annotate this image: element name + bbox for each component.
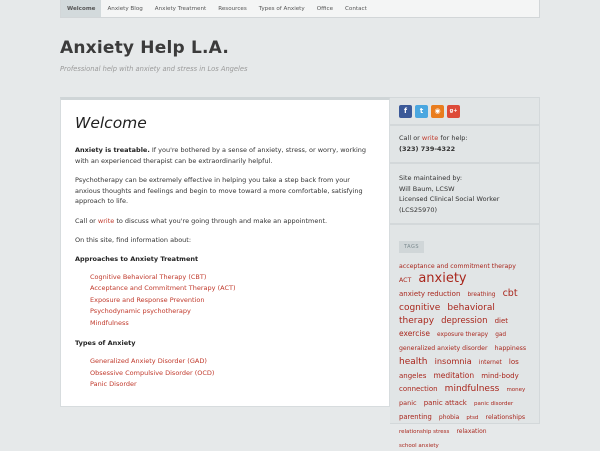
tag-link[interactable]: money (506, 387, 526, 393)
tag-link[interactable]: acceptance and commitment therapy (399, 263, 516, 270)
maintainer-name: Will Baum, LCSW (399, 184, 455, 193)
tag-link[interactable]: relationship stress (399, 429, 450, 435)
tag-link[interactable]: generalized anxiety disorder (399, 345, 488, 352)
tag-link[interactable]: diet (494, 317, 509, 325)
anxiety-type-link[interactable]: Generalized Anxiety Disorder (GAD) (90, 357, 207, 365)
maintainer-license: (LCS25970) (399, 205, 438, 214)
tag-link[interactable]: meditation (433, 371, 475, 380)
tag-link[interactable]: breathing (467, 292, 496, 298)
facebook-icon[interactable]: f (399, 105, 412, 118)
tag-link[interactable]: anxiety reduction (399, 290, 461, 298)
tag-link[interactable]: insomnia (434, 356, 472, 366)
nav-item-resources[interactable]: Resources (218, 5, 247, 12)
nav-item-anxiety-blog[interactable]: Anxiety Blog (107, 5, 143, 12)
tag-link[interactable]: parenting (399, 413, 432, 421)
tag-link[interactable]: behavioral (447, 303, 495, 313)
approaches-list (90, 272, 375, 330)
tag-link[interactable]: ptsd (466, 415, 479, 421)
tag-link[interactable]: relaxation (456, 428, 487, 435)
twitter-icon[interactable]: t (415, 105, 428, 118)
anxiety-type-link[interactable]: Obsessive Compulsive Disorder (OCD) (90, 368, 215, 377)
nav-item-welcome[interactable]: Welcome (61, 0, 101, 17)
approach-link[interactable]: Mindfulness (90, 318, 129, 327)
maintained-label: Site maintained by: (399, 174, 463, 182)
types-heading: Types of Anxiety (75, 339, 136, 347)
nav-item-office[interactable]: Office (316, 5, 334, 12)
google-plus-icon[interactable]: g+ (447, 105, 460, 118)
contact-post: for help: (438, 134, 468, 142)
tag-link[interactable]: mind-body (481, 372, 519, 380)
contact-pre: Call or (399, 134, 422, 142)
approaches-heading: Approaches to Anxiety Treatment (75, 254, 199, 263)
tag-link[interactable]: phobia (438, 414, 460, 421)
intro-text: If you're bothered by a sense of anxiety, stress, or worry, working with an experienced therapist can be extraordinarily helpful. (75, 146, 367, 165)
top-nav (60, 0, 540, 18)
site-title[interactable]: Anxiety Help L.A. (60, 38, 230, 58)
tag-link[interactable]: relationships (485, 414, 526, 421)
page-title: Welcome (75, 114, 147, 132)
types-list (90, 356, 375, 391)
anxiety-type-link[interactable]: Panic Disorder (90, 380, 137, 388)
call-pre: Call or (75, 216, 98, 225)
tag-link[interactable]: panic disorder (473, 401, 514, 407)
tag-link[interactable]: connection (399, 385, 438, 393)
contact-line (399, 133, 530, 144)
tag-link[interactable]: exercise (399, 329, 430, 338)
tag-link[interactable]: internet (478, 360, 502, 366)
social-icons (399, 104, 530, 118)
tag-cloud (399, 258, 530, 451)
tag-link[interactable]: angeles (399, 372, 427, 380)
contact-write-link[interactable]: write (421, 134, 439, 142)
approach-link[interactable]: Acceptance and Commitment Therapy (ACT) (90, 284, 236, 292)
tag-link[interactable]: therapy (399, 316, 435, 326)
tag-link[interactable]: health (399, 357, 428, 367)
nav-item-types-of-anxiety[interactable]: Types of Anxiety (258, 5, 305, 12)
intro-paragraph (75, 145, 375, 166)
nav-item-anxiety-treatment[interactable]: Anxiety Treatment (154, 5, 207, 12)
call-post: to discuss what you're going through and make an appointment. (114, 216, 328, 225)
tag-link[interactable]: anxiety (418, 271, 467, 286)
tags-box (390, 224, 540, 449)
tag-link[interactable]: mindfulness (444, 384, 500, 394)
contact-box (390, 125, 540, 163)
approach-link[interactable]: Cognitive Behavioral Therapy (CBT) (90, 272, 207, 281)
main-content (60, 97, 390, 407)
tag-link[interactable]: school anxiety (399, 443, 439, 449)
write-link[interactable]: write (97, 216, 115, 225)
psychotherapy-paragraph: Psychotherapy can be extremely effective in helping you take a step back from your anxious thoughts and feelings and begin to move toward a more comfortable, satisfying approach to life. (75, 176, 363, 205)
social-box (390, 97, 540, 125)
maintainer-title: Licensed Clinical Social Worker (399, 195, 500, 203)
tag-link[interactable]: ACT (399, 277, 412, 284)
phone-number[interactable]: (323) 739-4322 (399, 144, 456, 153)
tag-link[interactable]: cbt (502, 288, 518, 299)
maintainer-box (390, 163, 540, 224)
tag-link[interactable]: happiness (494, 345, 527, 352)
tag-link[interactable]: gad (495, 332, 507, 338)
approach-link[interactable]: Psychodynamic psychotherapy (90, 307, 191, 315)
tag-link[interactable]: los (508, 358, 519, 366)
rss-icon[interactable]: ◉ (431, 105, 444, 118)
info-intro: On this site, find information about: (75, 236, 192, 244)
tag-link[interactable]: panic attack (423, 399, 467, 407)
nav-item-contact[interactable]: Contact (345, 5, 367, 12)
tag-link[interactable]: exposure therapy (437, 332, 489, 338)
sidebar (390, 97, 540, 449)
tag-link[interactable]: depression (441, 316, 488, 326)
tags-label: TAGS (399, 241, 424, 253)
tag-link[interactable]: panic (399, 399, 417, 407)
approach-link[interactable]: Exposure and Response Prevention (90, 295, 205, 304)
intro-bold: Anxiety is treatable. (75, 146, 150, 154)
call-paragraph (75, 216, 375, 227)
site-tagline: Professional help with anxiety and stress in Los Angeles (60, 65, 248, 73)
tag-link[interactable]: cognitive (399, 303, 441, 313)
